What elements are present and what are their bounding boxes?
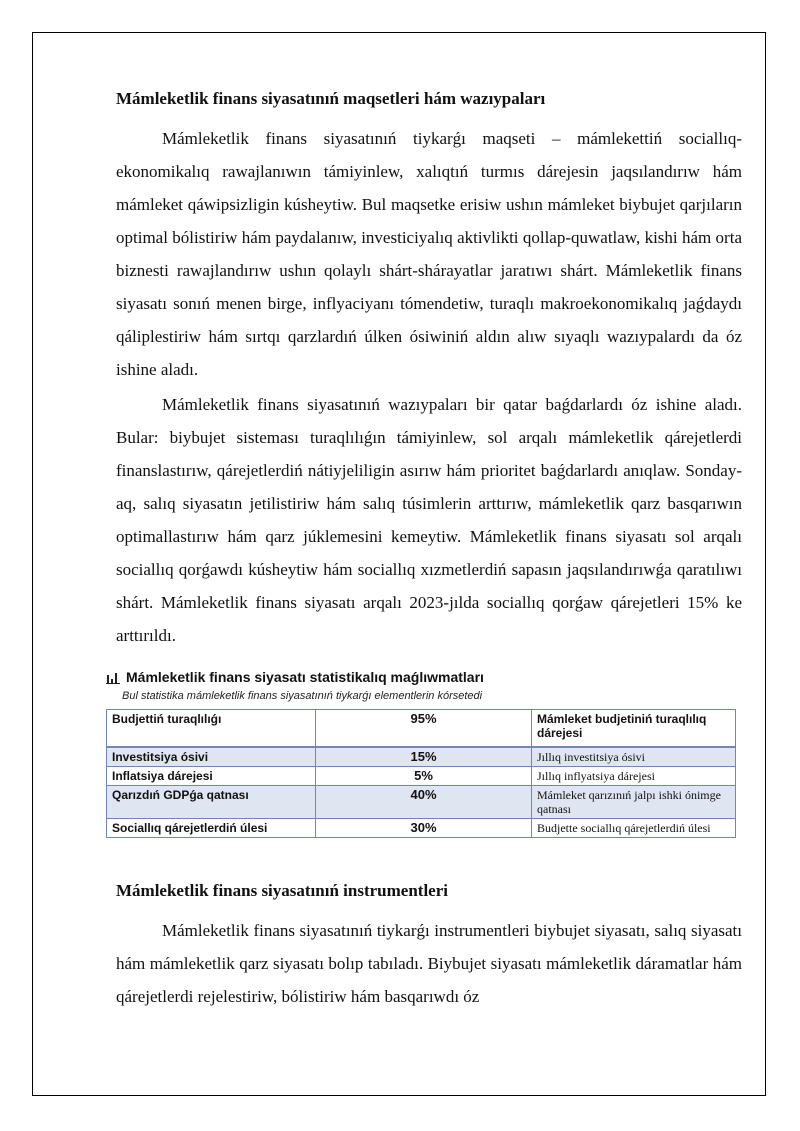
section-heading: Mámleketlik finans siyasatınıń maqsetleri hám wazıypaları xyxy=(116,89,546,108)
table-row xyxy=(107,786,736,819)
bar-chart-icon xyxy=(106,671,120,684)
section-instruments xyxy=(116,878,742,1013)
table-cell-name: Investitsiya ósivi xyxy=(107,747,316,767)
statistics-caption: Bul statistika mámleketlik finans siyasatınıń tiykarǵı elementlerin kórsetedi xyxy=(122,690,483,702)
paragraph: Mámleketlik finans siyasatınıń tiykarǵı maqseti – mámlekettiń sociallıq-ekonomikalıq rawajlanıwın támiyinlew, xalıqtıń turmıs dárejesin jaqsılandırıw hám mámleket qáwipsizligin kúsheytiw. Bul maqsetke erisiw ushın mámleket biybujet qarjıların optimal bólistiriw hám paydalanıw, investiciyalıq aktivlikti qollap-quwatlaw, kishi hám orta biznesti rawajlandırıw ushın qolaylı shárt-shárayatlar jaratıwı shárt. Mámleketlik finans siyasatı sonıń menen birge, inflyaciyanı tómendetiw, turaqlı makroekonomikalıq jaǵdaydı qáliplestiriw hám sırtqı qarzlardıń úlken ósiwiniń aldın alıw sıyaqlı wazıypalardı da óz ishine aladı. xyxy=(116,129,742,379)
table-row xyxy=(107,819,736,838)
statistics-table xyxy=(106,709,736,838)
table-cell-description: Jıllıq inflyatsiya dárejesi xyxy=(532,767,736,786)
paragraph: Mámleketlik finans siyasatınıń wazıypaları bir qatar baǵdarlardı óz ishine aladı. Bular: biybujet sisteması turaqlılıǵın támiyinlew, sol arqalı mámleketlik qárejetlerdi finanslastırıw, qárejetlerdiń nátiyjeliligin asırıw hám prioritet baǵdarlardı anıqlaw. Sonday-aq, salıq siyasatın jetilistiriw hám salıq túsimlerin arttırıw, mámleketlik qarz basqarıwın optimallastırıw hám qarz júklemesini kemeytiw. Mámleketlik finans siyasatı sol arqalı sociallıq qorǵawdı kúsheytiw hám sociallıq xızmetlerdiń sapasın jaqsılandırıwǵa qaratılıwı shárt. Mámleketlik finans siyasatı arqalı 2023-jılda sociallıq qorǵaw qárejetleri 15% ke arttırıldı. xyxy=(116,395,742,645)
table-row xyxy=(107,710,736,748)
table-row xyxy=(107,767,736,786)
table-cell-value: 15% xyxy=(316,747,532,767)
statistics-title xyxy=(106,666,742,688)
table-cell-value: 40% xyxy=(316,786,532,819)
section-heading: Mámleketlik finans siyasatınıń instrumentleri xyxy=(116,881,448,900)
table-cell-value: 95% xyxy=(316,710,532,748)
document-body xyxy=(112,86,742,1015)
statistics-title-text: Mámleketlik finans siyasatı statistikalıq maǵlıwmatları xyxy=(126,669,484,685)
table-row xyxy=(107,747,736,767)
table-cell-name: Sociallıq qárejetlerdiń úlesi xyxy=(107,819,316,838)
table-cell-value: 30% xyxy=(316,819,532,838)
table-cell-description: Jıllıq investitsiya ósivi xyxy=(532,747,736,767)
table-cell-value: 5% xyxy=(316,767,532,786)
table-cell-description: Budjette sociallıq qárejetlerdiń úlesi xyxy=(532,819,736,838)
table-cell-description: Mámleket budjetiniń turaqlılıq dárejesi xyxy=(532,710,736,748)
paragraph: Mámleketlik finans siyasatınıń tiykarǵı instrumentleri biybujet siyasatı, salıq siyasatı hám mámleketlik qarz siyasatı bolıp tabıladı. Biybujet siyasatı mámleketlik dáramatlar hám qárejetlerdi rejelestiriw, bólistiriw hám basqarıwdı óz xyxy=(116,921,742,1006)
statistics-block xyxy=(106,666,742,838)
table-cell-name: Inflatsiya dárejesi xyxy=(107,767,316,786)
table-cell-description: Mámleket qarızınıń jalpı ishki ónimge qatnası xyxy=(532,786,736,819)
table-cell-name: Budjettiń turaqlılıǵı xyxy=(107,710,316,748)
table-cell-name: Qarızdıń GDPǵa qatnası xyxy=(107,786,316,819)
